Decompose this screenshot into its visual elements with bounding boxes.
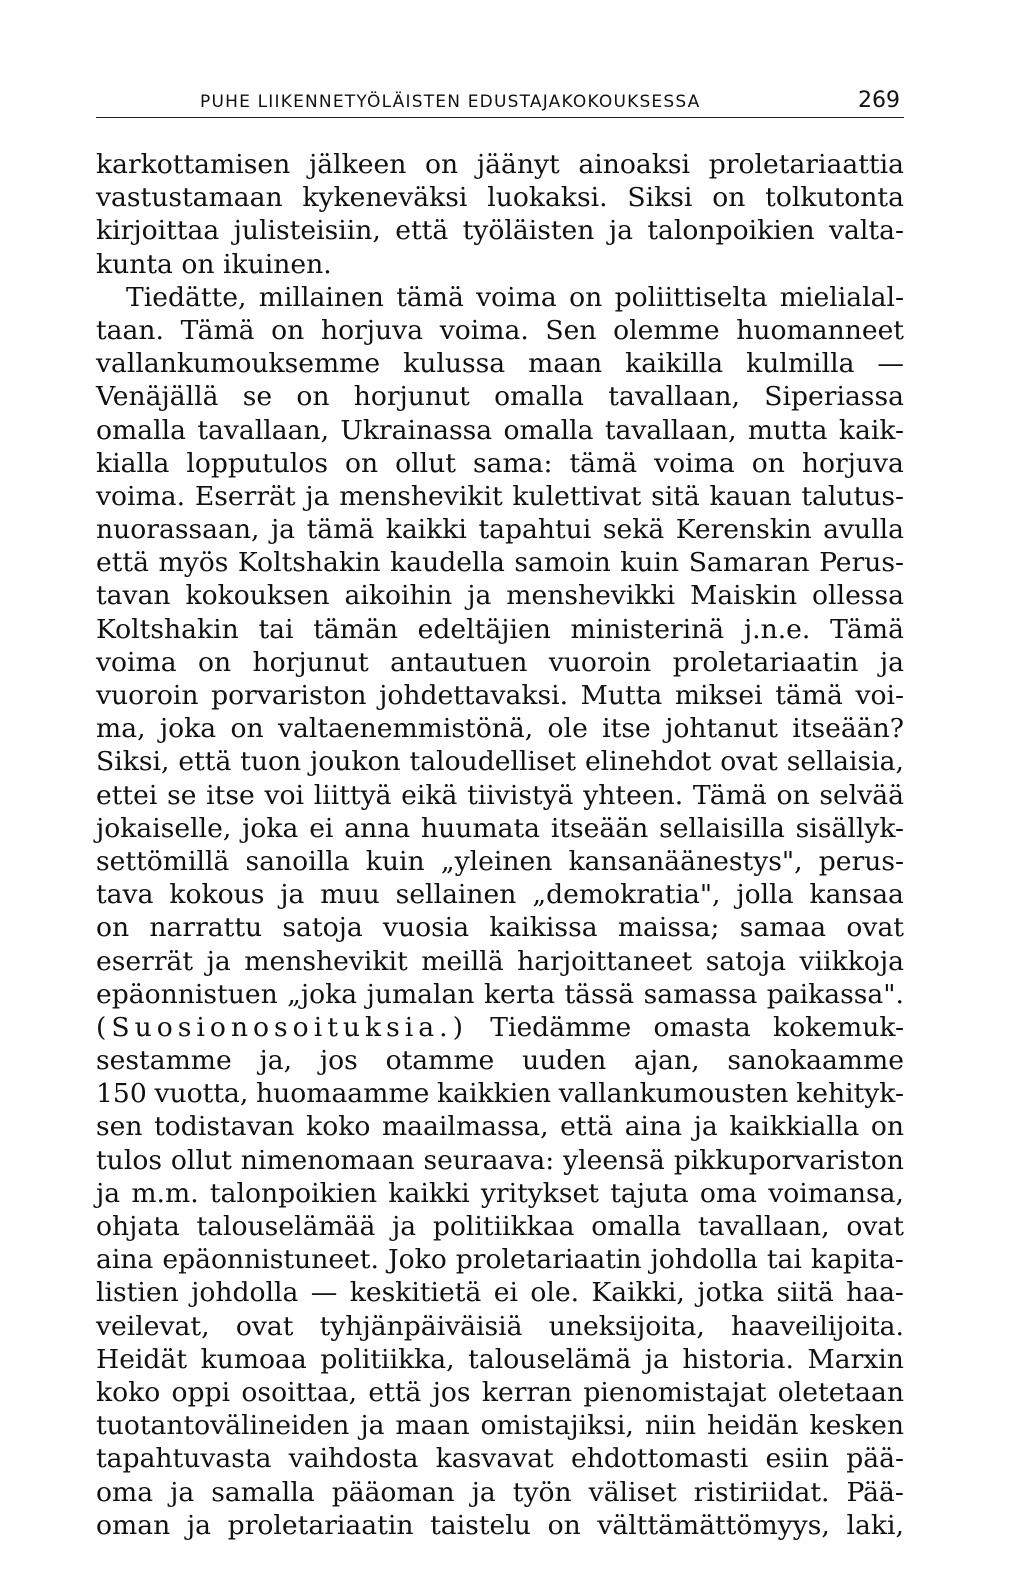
text-line: 150 vuotta, huomaamme kaikkien vallankumousten kehityk- <box>96 1078 904 1110</box>
text-line: ohjata talouselämää ja politiikkaa omalla tavallaan, ovat <box>96 1211 904 1242</box>
text-line: voima on horjunut antautuen vuoroin proletariaatin ja <box>96 646 904 678</box>
text-line: voima. Eserrät ja menshevikit kulettivat sitä kauan talutus- <box>96 480 904 512</box>
page-number: 269 <box>858 88 900 113</box>
text-line: ja m.m. talonpoikien kaikki yritykset tajuta oma voimansa, <box>96 1177 904 1209</box>
text-line: Tiedätte, millainen tämä voima on poliittiselta mielialal- <box>126 281 904 313</box>
text-line: kunta on ikuinen. <box>96 248 332 280</box>
text-line: että myös Koltshakin kaudella samoin kuin Samaran Perus- <box>96 547 904 579</box>
text-line: aina epäonnistuneet. Joko proletariaatin johdolla tai kapita- <box>96 1244 904 1276</box>
text-line: oman ja proletariaatin taistelu on välttämättömyys, laki, <box>96 1509 904 1541</box>
text-line: Siksi, että tuon joukon taloudelliset elinehdot ovat sellaisia, <box>96 746 904 778</box>
text-line: omalla tavallaan, Ukrainassa omalla tavallaan, mutta kaik- <box>96 414 904 446</box>
text-line: sen todistavan koko maailmassa, että aina ja kaikkialla on <box>96 1111 904 1143</box>
text-line: taan. Tämä on horjuva voima. Sen olemme huomanneet <box>96 314 904 346</box>
text-line: vastustamaan kykeneväksi luokaksi. Siksi on tolkutonta <box>96 182 904 214</box>
text-line: ettei se itse voi liittyä eikä tiivistyä yhteen. Tämä on selvää <box>96 779 904 811</box>
text-line: oma ja samalla pääoman ja työn väliset ristiriidat. Pää- <box>96 1476 904 1508</box>
text-line: karkottamisen jälkeen on jäänyt ainoaksi proletariaattia <box>96 149 904 180</box>
text-line: tulos ollut nimenomaan seuraava: yleensä pikkuporvariston <box>96 1144 904 1176</box>
text-line: tavan kokouksen aikoihin ja menshevikki Maiskin ollessa <box>96 580 904 612</box>
book-page <box>96 88 904 1542</box>
text-line: eserrät ja menshevikit meillä harjoittaneet satoja viikkoja <box>96 945 904 977</box>
text-line: vallankumouksemme kulussa maan kaikilla kulmilla — <box>96 348 904 380</box>
running-header <box>96 88 904 118</box>
text-line: kirjoittaa julisteisiin, että työläisten ja talonpoikien valta- <box>96 215 904 247</box>
text-line: Heidät kumoaa politiikka, talouselämä ja historia. Marxin <box>96 1343 904 1375</box>
text-line: ma, joka on valtaenemmistönä, ole itse johtanut itseään? <box>96 713 904 745</box>
body-text <box>96 148 904 1542</box>
text-line: Venäjällä se on horjunut omalla tavallaan, Siperiassa <box>96 381 904 413</box>
text-line: epäonnistuen „joka jumalan kerta tässä samassa paikassa". <box>96 978 904 1010</box>
text-line: Koltshakin tai tämän edeltäjien ministerinä j.n.e. Tämä <box>96 613 904 645</box>
text-line: jokaiselle, joka ei anna huumata itseään sellaisilla sisällyk- <box>96 812 904 844</box>
text-line: sestamme ja, jos otamme uuden ajan, sanokaamme <box>96 1045 904 1077</box>
text-line: kialla lopputulos on ollut sama: tämä voima on horjuva <box>96 447 904 479</box>
text-line: tapahtuvasta vaihdosta kasvavat ehdottomasti esiin pää- <box>96 1443 904 1475</box>
text-line: tava kokous ja muu sellainen „demokratia", jolla kansaa <box>96 879 904 911</box>
text-line: (Suosionosoituksia.) Tiedämme omasta kokemuk- <box>96 1011 904 1043</box>
text-line: veilevat, ovat tyhjänpäiväisiä uneksijoita, haaveilijoita. <box>96 1310 904 1342</box>
text-line: on narrattu satoja vuosia kaikissa maissa; samaa ovat <box>96 912 904 944</box>
text-line: vuoroin porvariston johdettavaksi. Mutta miksei tämä voi- <box>96 680 904 711</box>
text-line: tuotantovälineiden ja maan omistajiksi, niin heidän kesken <box>96 1410 904 1442</box>
text-line: listien johdolla — keskitietä ei ole. Kaikki, jotka siitä haa- <box>96 1277 904 1309</box>
text-line: nuorassaan, ja tämä kaikki tapahtui sekä Kerenskin avulla <box>96 514 904 546</box>
running-title: PUHE LIIKENNETYÖLÄISTEN EDUSTAJAKOKOUKSESSA <box>200 92 701 112</box>
text-line: settömillä sanoilla kuin „yleinen kansanäänestys", perus- <box>96 845 904 877</box>
text-line: koko oppi osoittaa, että jos kerran pienomistajat oletetaan <box>96 1376 904 1408</box>
